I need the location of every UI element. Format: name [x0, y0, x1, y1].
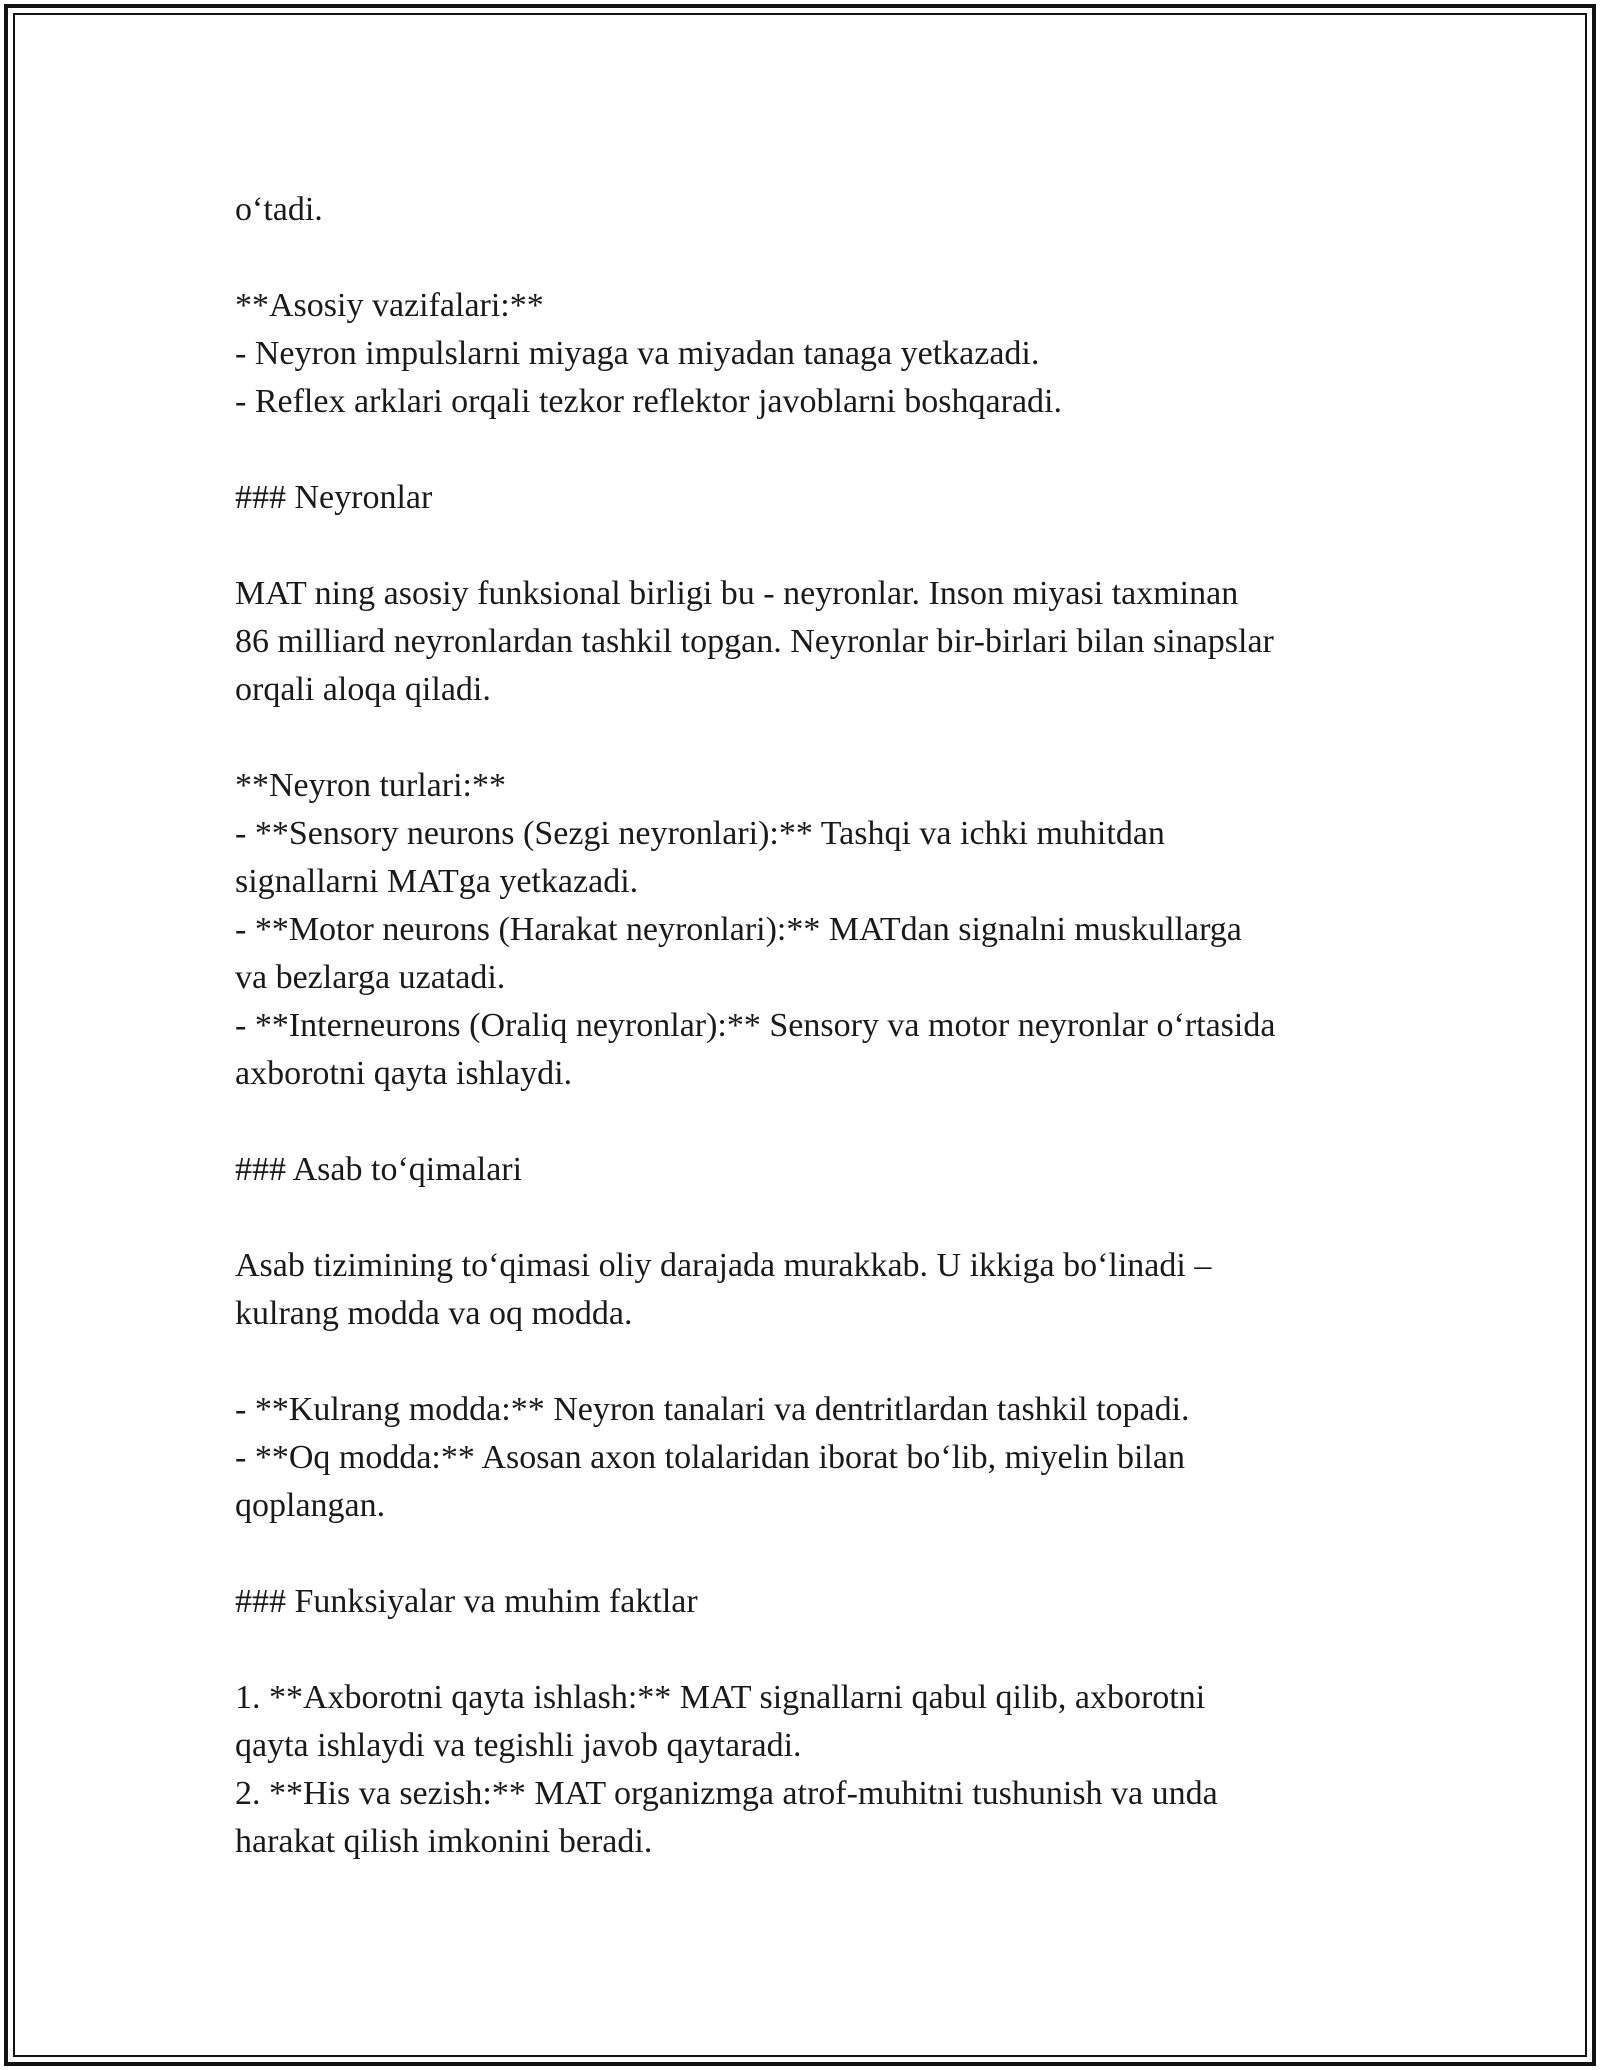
text-block — [235, 474, 1375, 522]
text-line: o‘tadi. — [235, 191, 323, 228]
text-block — [235, 570, 1375, 714]
text-line: axborotni qayta ishlaydi. — [235, 1055, 573, 1092]
text-block — [235, 762, 1375, 1098]
text-block — [235, 282, 1375, 426]
paragraph-gap — [235, 522, 1375, 570]
text-block — [235, 186, 1375, 234]
text-line: qayta ishlaydi va tegishli javob qaytaradi. — [235, 1727, 802, 1764]
text-line: - **Interneurons (Oraliq neyronlar):** Sensory va motor neyronlar o‘rtasida — [235, 1007, 1276, 1044]
text-block — [235, 1674, 1375, 1866]
text-line: ### Funksiyalar va muhim faktlar — [235, 1583, 698, 1620]
text-line: harakat qilish imkonini beradi. — [235, 1823, 653, 1860]
text-block — [235, 1146, 1375, 1194]
text-line: orqali aloqa qiladi. — [235, 671, 491, 708]
text-line: - **Kulrang modda:** Neyron tanalari va dentritlardan tashkil topadi. — [235, 1391, 1190, 1428]
text-line: signallarni MATga yetkazadi. — [235, 863, 639, 900]
text-line: **Neyron turlari:** — [235, 767, 506, 804]
text-line: kulrang modda va oq modda. — [235, 1295, 633, 1332]
paragraph-gap — [235, 426, 1375, 474]
text-line: - Neyron impulslarni miyaga va miyadan tanaga yetkazadi. — [235, 335, 1040, 372]
text-line: 86 milliard neyronlardan tashkil topgan. Neyronlar bir-birlari bilan sinapslar — [235, 623, 1274, 660]
paragraph-gap — [235, 1530, 1375, 1578]
text-line: MAT ning asosiy funksional birligi bu - neyronlar. Inson miyasi taxminan — [235, 575, 1239, 612]
text-line: va bezlarga uzatadi. — [235, 959, 506, 996]
text-block — [235, 1386, 1375, 1530]
paragraph-gap — [235, 1098, 1375, 1146]
text-line: ### Asab to‘qimalari — [235, 1151, 523, 1188]
text-line: qoplangan. — [235, 1487, 386, 1524]
text-line: - **Sensory neurons (Sezgi neyronlari):** Tashqi va ichki muhitdan — [235, 815, 1165, 852]
paragraph-gap — [235, 714, 1375, 762]
text-line: ### Neyronlar — [235, 479, 433, 516]
text-line: 2. **His va sezish:** MAT organizmga atrof-muhitni tushunish va unda — [235, 1775, 1218, 1812]
paragraph-gap — [235, 1626, 1375, 1674]
text-line: - **Motor neurons (Harakat neyronlari):** MATdan signalni muskullarga — [235, 911, 1242, 948]
text-line: - Reflex arklari orqali tezkor reflektor javoblarni boshqaradi. — [235, 383, 1062, 420]
document-body — [235, 186, 1375, 1866]
paragraph-gap — [235, 1194, 1375, 1242]
text-line: - **Oq modda:** Asosan axon tolalaridan iborat bo‘lib, miyelin bilan — [235, 1439, 1185, 1476]
document-content — [235, 186, 1375, 1866]
text-block — [235, 1578, 1375, 1626]
paragraph-gap — [235, 234, 1375, 282]
text-line: 1. **Axborotni qayta ishlash:** MAT signallarni qabul qilib, axborotni — [235, 1679, 1206, 1716]
paragraph-gap — [235, 1338, 1375, 1386]
text-block — [235, 1242, 1375, 1338]
text-line: Asab tizimining to‘qimasi oliy darajada murakkab. U ikkiga bo‘linadi – — [235, 1247, 1212, 1284]
text-line: **Asosiy vazifalari:** — [235, 287, 544, 324]
